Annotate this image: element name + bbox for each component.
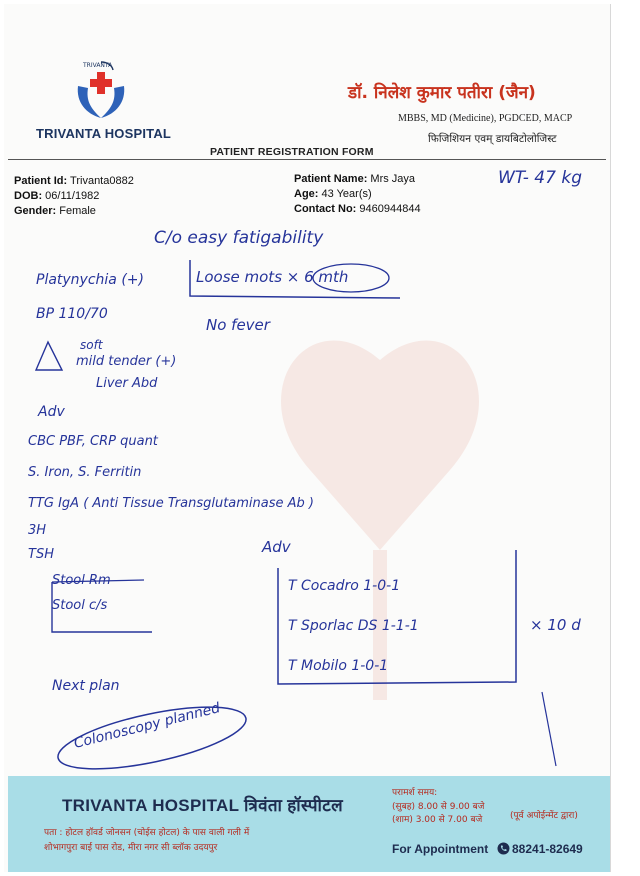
handwritten-adv-heading: Adv — [38, 404, 65, 420]
dob-label: DOB: — [14, 190, 43, 202]
hospital-logo — [74, 58, 128, 122]
footer-address-line: शोभागपुरा बाई पास रोड, मीरा नगर सी ब्लॉक उदयपुर — [44, 843, 218, 853]
advice-item: TSH — [28, 547, 54, 562]
medication-item: T Cocadro 1-0-1 — [288, 578, 401, 594]
evening-timing: (शाम) 3.00 से 7.00 बजे — [392, 815, 483, 825]
appointment-phone: 88241-82649 — [512, 842, 583, 856]
patient-info-left — [14, 174, 134, 219]
consultation-timings — [392, 787, 484, 828]
handwritten-bp: BP 110/70 — [36, 306, 108, 322]
footer-address — [44, 826, 249, 856]
handwritten-exam-1: soft — [80, 338, 103, 352]
advice-item: Stool c/s — [52, 598, 108, 613]
prior-appointment-note: (पूर्व अपोईन्मेंट द्वारा) — [510, 811, 578, 821]
footer-hospital-name: TRIVANTA HOSPITAL त्रिवंता हॉस्पीटल — [62, 796, 343, 815]
medication-list — [288, 566, 419, 686]
form-title: PATIENT REGISTRATION FORM — [210, 146, 374, 158]
patient-id-label: Patient Id: — [14, 175, 68, 187]
morning-timing: (सुबह) 8.00 से 9.00 बजे — [392, 801, 485, 812]
phone-icon — [497, 842, 510, 855]
advice-item: 3H — [28, 523, 47, 538]
patient-id-value: Trivanta0882 — [70, 175, 134, 187]
doctor-name: डॉ. निलेश कुमार पतीरा (जैन) — [348, 83, 536, 103]
gender-value: Female — [59, 205, 96, 217]
doctor-degrees: MBBS, MD (Medicine), PGDCED, MACP — [398, 113, 573, 124]
medication-item: T Sporlac DS 1-1-1 — [288, 618, 419, 634]
stool-box — [48, 578, 158, 636]
appointment-label: For Appointment — [392, 842, 489, 856]
handwritten-complaint: C/o easy fatigability — [154, 228, 324, 248]
header-divider — [8, 159, 606, 160]
handwritten-complaint-2: Loose mots × 6 mth — [196, 268, 349, 286]
gender-label: Gender: — [14, 205, 57, 217]
advice-item: Stool Rm — [52, 573, 111, 588]
advice-item: CBC PBF, CRP quant — [28, 434, 158, 449]
advice-item: S. Iron, S. Ferritin — [28, 465, 142, 480]
contact-value: 9460944844 — [359, 203, 421, 215]
handwritten-weight: WT- 47 kg — [498, 168, 582, 188]
handwritten-exam-3: Liver Abd — [96, 376, 158, 391]
handwritten-history: Platynychia (+) — [36, 272, 144, 288]
dob-value: 06/11/1982 — [45, 190, 100, 202]
footer-band — [8, 776, 610, 872]
medication-item: T Mobilo 1-0-1 — [288, 658, 389, 674]
age-value: 43 Year(s) — [321, 188, 372, 200]
hospital-name: TRIVANTA HOSPITAL — [36, 126, 172, 141]
consult-label: परामर्श समय: — [392, 788, 438, 798]
age-label: Age: — [294, 188, 319, 200]
patient-info-right — [294, 172, 421, 217]
svg-text:TRIVANTA: TRIVANTA — [83, 62, 113, 69]
handwritten-plan-1: Next plan — [52, 678, 120, 694]
advice-item: TTG IgA ( Anti Tissue Transglutaminase Ab ) — [28, 496, 314, 511]
handwritten-duration: × 10 d — [530, 616, 581, 634]
patient-name-value: Mrs Jaya — [370, 173, 416, 185]
abdomen-sketch — [34, 340, 64, 376]
doctor-role: फिजिशियन एवम् डायबिटोलोजिस्ट — [428, 133, 557, 145]
pen-stroke — [536, 690, 566, 770]
handwritten-exam-2: mild tender (+) — [76, 354, 177, 369]
footer-address-line: पता : होटल हॉवर्ड जोनसन (चोईस होटल) के पास वाली गली में — [44, 828, 250, 838]
complaint-bracket — [186, 256, 406, 306]
handwritten-plan-2: Colonoscopy planned — [72, 700, 222, 752]
handwritten-refer: No fever — [206, 316, 270, 334]
contact-label: Contact No: — [294, 203, 357, 215]
patient-name-label: Patient Name: — [294, 173, 368, 185]
handwritten-adv2-heading: Adv — [262, 538, 291, 556]
